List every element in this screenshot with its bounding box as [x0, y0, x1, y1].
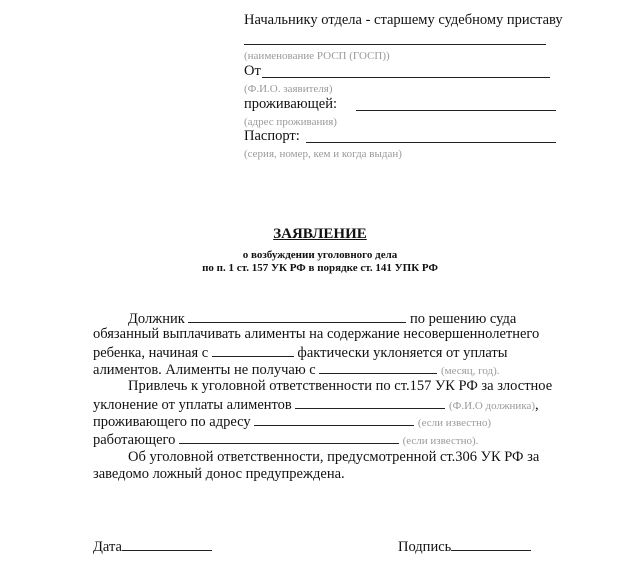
- signature-field[interactable]: [451, 537, 531, 551]
- passport-hint: (серия, номер, кем и когда выдан): [244, 148, 402, 160]
- signature-line: [398, 537, 531, 556]
- passport-line: [244, 128, 300, 145]
- applicant-name-hint: (Ф.И.О. заявителя): [244, 83, 333, 95]
- body-line-9: [128, 449, 539, 466]
- liability-text: Об уголовной ответственности, предусмотренной ст.306 УК РФ за: [128, 449, 540, 465]
- from-line: [244, 63, 261, 80]
- date-field[interactable]: [122, 537, 212, 551]
- applicant-name-field[interactable]: [262, 77, 550, 78]
- alimony-since-field[interactable]: [319, 360, 437, 374]
- from-label: От: [244, 63, 261, 79]
- rosp-name-field[interactable]: [244, 44, 546, 45]
- document-subtitle-2: по п. 1 ст. 157 УК РФ в порядке ст. 141 УПК РФ: [202, 262, 438, 274]
- residing-line: [244, 96, 337, 113]
- prosecute-text: Привлечь к уголовной ответственности по ст.157 УК РФ за злостное: [128, 378, 553, 394]
- false-report-text: заведомо ложный донос предупреждена.: [93, 466, 345, 482]
- document-subtitle-1: о возбуждении уголовного дела: [242, 249, 398, 261]
- workplace-field[interactable]: [179, 430, 399, 444]
- date-line: [93, 537, 212, 556]
- court-decision-text: по решению суда: [410, 311, 517, 327]
- workplace-known-hint: (если известно).: [402, 435, 479, 447]
- residing-address-text: проживающего по адресу: [93, 414, 251, 430]
- start-date-field[interactable]: [212, 343, 294, 357]
- body-line-5: [128, 378, 552, 395]
- debtor-label: Должник: [128, 311, 185, 327]
- applicant-address-hint: (адрес проживания): [244, 116, 337, 128]
- debtor-fio-field[interactable]: [295, 395, 445, 409]
- rosp-hint: (наименование РОСП (ГОСП)): [244, 50, 390, 62]
- alimony-text: алиментов. Алименты не получаю с: [93, 362, 316, 378]
- working-text: работающего: [93, 432, 176, 448]
- comma: ,: [535, 397, 539, 413]
- document-title: ЗАЯВЛЕНИЕ: [273, 226, 367, 242]
- month-year-hint: (месяц, год).: [440, 365, 500, 377]
- applicant-address-field[interactable]: [356, 110, 556, 111]
- evades-text: фактически уклоняется от уплаты: [297, 345, 508, 361]
- body-line-10: [93, 466, 345, 483]
- body-line-4: [93, 360, 500, 380]
- address-known-hint: (если известно): [417, 417, 491, 429]
- signature-label: Подпись: [398, 539, 452, 555]
- body-line-2: [93, 326, 539, 343]
- date-label: Дата: [93, 539, 122, 555]
- debtor-address-field[interactable]: [254, 412, 414, 426]
- residing-label: проживающей:: [244, 96, 337, 112]
- child-from-text: ребенка, начиная с: [93, 345, 209, 361]
- passport-field[interactable]: [306, 142, 556, 143]
- evasion-text: уклонение от уплаты алиментов: [93, 397, 292, 413]
- obligation-text: обязанный выплачивать алименты на содержание несовершеннолетнего: [93, 326, 540, 342]
- body-line-7: [93, 412, 491, 432]
- passport-label: Паспорт:: [244, 128, 300, 144]
- debtor-fio-hint: (Ф.И.О должника): [449, 400, 536, 412]
- body-line-8: [93, 430, 478, 450]
- addressee-text: Начальнику отдела - старшему судебному приставу: [244, 12, 563, 28]
- addressee-line: [244, 12, 563, 29]
- debtor-name-field[interactable]: [188, 309, 406, 323]
